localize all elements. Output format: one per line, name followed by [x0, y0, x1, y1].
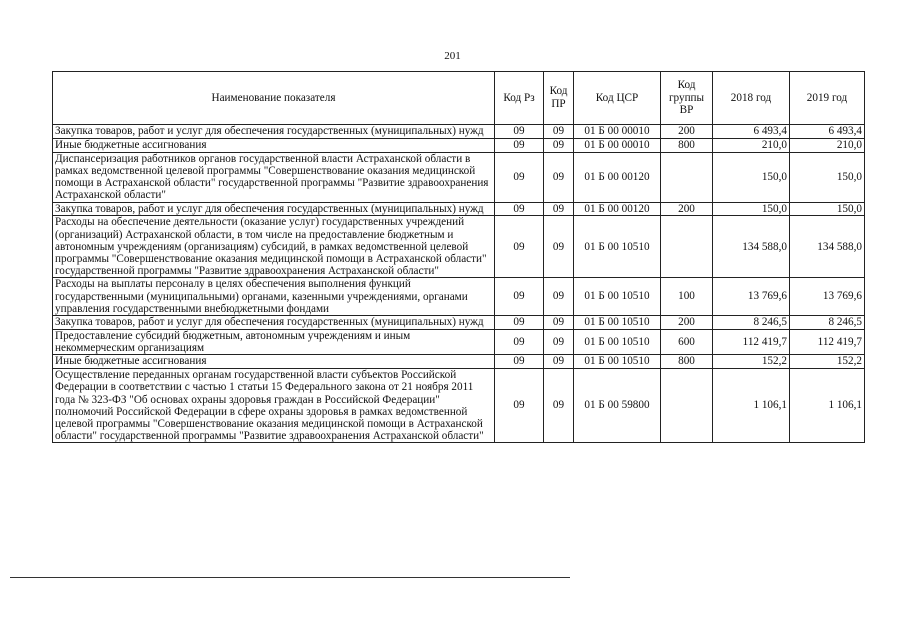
- cell-y2019: 150,0: [790, 202, 865, 216]
- page-number: 201: [444, 50, 461, 62]
- header-vr: Код группы ВР: [661, 72, 713, 125]
- cell-y2019: 210,0: [790, 138, 865, 152]
- cell-rz: 09: [495, 125, 544, 139]
- cell-y2018: 150,0: [713, 202, 790, 216]
- table-row: [53, 278, 865, 316]
- cell-name: Закупка товаров, работ и услуг для обеспечения государственных (муниципальных) нужд: [53, 125, 495, 139]
- table-row: [53, 138, 865, 152]
- cell-pr: 09: [544, 316, 574, 330]
- cell-name: Иные бюджетные ассигнования: [53, 138, 495, 152]
- table-row: [53, 125, 865, 139]
- cell-pr: 09: [544, 202, 574, 216]
- cell-vr: 100: [661, 278, 713, 316]
- header-csr: Код ЦСР: [574, 72, 661, 125]
- cell-pr: 09: [544, 355, 574, 369]
- cell-y2018: 150,0: [713, 152, 790, 202]
- table-header-row: [53, 72, 865, 125]
- cell-name: Предоставление субсидий бюджетным, автономным учреждениям и иным некоммерческим организациям: [53, 329, 495, 354]
- table-row: [53, 152, 865, 202]
- table-row: [53, 202, 865, 216]
- cell-vr: [661, 216, 713, 278]
- cell-y2019: 112 419,7: [790, 329, 865, 354]
- cell-y2018: 1 106,1: [713, 369, 790, 443]
- cell-pr: 09: [544, 125, 574, 139]
- cell-y2019: 1 106,1: [790, 369, 865, 443]
- cell-y2018: 13 769,6: [713, 278, 790, 316]
- table-row: [53, 369, 865, 443]
- cell-csr: 01 Б 00 00010: [574, 138, 661, 152]
- cell-csr: 01 Б 00 00120: [574, 152, 661, 202]
- cell-pr: 09: [544, 278, 574, 316]
- cell-y2019: 8 246,5: [790, 316, 865, 330]
- cell-name: Закупка товаров, работ и услуг для обеспечения государственных (муниципальных) нужд: [53, 316, 495, 330]
- cell-y2019: 13 769,6: [790, 278, 865, 316]
- cell-vr: 200: [661, 202, 713, 216]
- cell-vr: 600: [661, 329, 713, 354]
- cell-rz: 09: [495, 202, 544, 216]
- cell-rz: 09: [495, 316, 544, 330]
- cell-name: Диспансеризация работников органов государственной власти Астраханской области в рамках ведомственной целевой программы "Совершенствование оказания медицинской помощи в Астраханской области" государственной программы "Развитие здравоохранения Астраханской области": [53, 152, 495, 202]
- cell-csr: 01 Б 00 10510: [574, 216, 661, 278]
- table-row: [53, 316, 865, 330]
- cell-rz: 09: [495, 138, 544, 152]
- cell-y2018: 8 246,5: [713, 316, 790, 330]
- cell-name: Закупка товаров, работ и услуг для обеспечения государственных (муниципальных) нужд: [53, 202, 495, 216]
- header-2019: 2019 год: [790, 72, 865, 125]
- cell-vr: [661, 369, 713, 443]
- cell-rz: 09: [495, 369, 544, 443]
- cell-vr: 800: [661, 138, 713, 152]
- cell-rz: 09: [495, 278, 544, 316]
- cell-vr: 200: [661, 125, 713, 139]
- cell-y2019: 6 493,4: [790, 125, 865, 139]
- cell-csr: 01 Б 00 10510: [574, 329, 661, 354]
- cell-rz: 09: [495, 152, 544, 202]
- header-2018: 2018 год: [713, 72, 790, 125]
- cell-name: Расходы на выплаты персоналу в целях обеспечения выполнения функций государственными (муниципальными) органами, казенными учреждениями, органами управления государственными внебюджетными фондами: [53, 278, 495, 316]
- cell-name: Осуществление переданных органам государственной власти субъектов Российской Федерации в соответствии с частью 1 статьи 15 Федерального закона от 21 ноября 2011 года № 323-ФЗ "Об основах охраны здоровья граждан в Российской Федерации" полномочий Российской Федерации в сфере охраны здоровья в рамках ведомственной целевой программы "Совершенствование оказания медицинской помощи в Астраханской области" государственной программы "Развитие здравоохранения Астраханской области": [53, 369, 495, 443]
- cell-vr: 800: [661, 355, 713, 369]
- cell-name: Иные бюджетные ассигнования: [53, 355, 495, 369]
- cell-rz: 09: [495, 329, 544, 354]
- cell-y2019: 152,2: [790, 355, 865, 369]
- cell-y2018: 112 419,7: [713, 329, 790, 354]
- cell-csr: 01 Б 00 10510: [574, 278, 661, 316]
- cell-name: Расходы на обеспечение деятельности (оказание услуг) государственных учреждений (организаций) Астраханской области, в том числе на предоставление бюджетным и автономным учреждениям (организациям) субсидий, в рамках ведомственной целевой программы "Совершенствование оказания медицинской помощи в Астраханской области" государственной программы "Развитие здравоохранения Астраханской области": [53, 216, 495, 278]
- header-name: Наименование показателя: [53, 72, 495, 125]
- table-row: [53, 329, 865, 354]
- cell-rz: 09: [495, 355, 544, 369]
- cell-y2018: 134 588,0: [713, 216, 790, 278]
- header-rz: Код Рз: [495, 72, 544, 125]
- cell-rz: 09: [495, 216, 544, 278]
- cell-y2018: 152,2: [713, 355, 790, 369]
- cell-y2018: 6 493,4: [713, 125, 790, 139]
- cell-pr: 09: [544, 329, 574, 354]
- cell-csr: 01 Б 00 10510: [574, 316, 661, 330]
- cell-csr: 01 Б 00 00010: [574, 125, 661, 139]
- cell-csr: 01 Б 00 59800: [574, 369, 661, 443]
- scan-divider-line: [10, 577, 570, 578]
- cell-y2018: 210,0: [713, 138, 790, 152]
- cell-y2019: 134 588,0: [790, 216, 865, 278]
- cell-pr: 09: [544, 369, 574, 443]
- cell-vr: [661, 152, 713, 202]
- table-row: [53, 355, 865, 369]
- header-pr: Код ПР: [544, 72, 574, 125]
- cell-pr: 09: [544, 152, 574, 202]
- budget-table: [52, 71, 865, 443]
- cell-pr: 09: [544, 138, 574, 152]
- cell-vr: 200: [661, 316, 713, 330]
- table-row: [53, 216, 865, 278]
- cell-pr: 09: [544, 216, 574, 278]
- cell-csr: 01 Б 00 10510: [574, 355, 661, 369]
- cell-y2019: 150,0: [790, 152, 865, 202]
- cell-csr: 01 Б 00 00120: [574, 202, 661, 216]
